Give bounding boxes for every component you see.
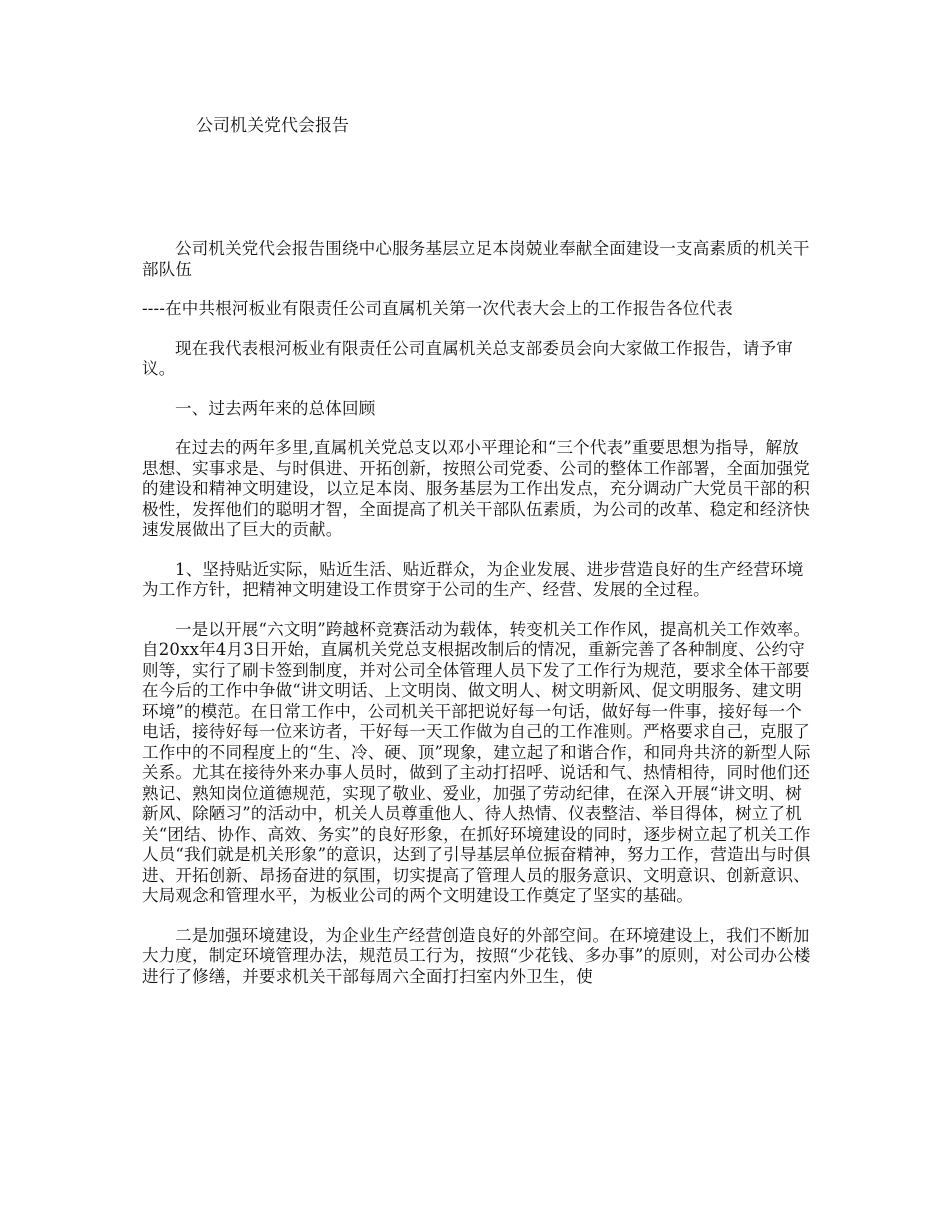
report-subtitle-paragraph: ----在中共根河板业有限责任公司直属机关第一次代表大会上的工作报告各位代表 xyxy=(142,299,733,318)
report-heading-paragraph: 公司机关党代会报告围绕中心服务基层立足本岗兢业奉献全面建设一支高素质的机关干部队伍 xyxy=(142,239,810,279)
document-body xyxy=(142,239,814,1006)
opening-paragraph: 现在我代表根河板业有限责任公司直属机关总支部委员会向大家做工作报告，请予审议。 xyxy=(142,338,793,378)
overview-paragraph: 在过去的两年多里,直属机关党总支以邓小平理论和“三个代表”重要思想为指导，解放思想、实事求是、与时俱进、开拓创新，按照公司党委、公司的整体工作部署，全面加强党的建设和精神文明建设，以立足本岗、服务基层为工作出发点，充分调动广大党员干部的积极性，发挥他们的聪明才智，全面提高了机关干部队伍素质，为公司的改革、稳定和经济快速发展做出了巨大的贡献。 xyxy=(142,438,810,539)
item-two-paragraph: 二是加强环境建设，为企业生产经营创造良好的外部空间。在环境建设上，我们不断加大力度，制定环境管理办法，规范员工行为，按照“少花钱、多办事”的原则，对公司办公楼进行了修缮，并要求机关干部每周六全面打扫室内外卫生，使 xyxy=(142,925,811,986)
document-title: 公司机关党代会报告 xyxy=(196,116,349,136)
section-heading: 一、过去两年来的总体回顾 xyxy=(175,398,376,418)
item-one-paragraph: 一是以开展“六文明”跨越杯竞赛活动为载体，转变机关工作作风，提高机关工作效率。自20xx年4月3日开始，直属机关党总支根据改制后的情况，重新完善了各种制度、公约守则等，实行了刷卡签到制度，并对公司全体管理人员下发了工作行为规范，要求全体干部要在今后的工作中争做“讲文明话、上文明岗、做文明人、树文明新风、促文明服务、建文明环境”的模范。在日常工作中，公司机关干部把说好每一句话，做好每一件事，接好每一个电话，接待好每一位来访者，干好每一天工作做为自己的工作准则。严格要求自己，克服了工作中的不同程度上的“生、冷、硬、顶”现象，建立起了和谐合作，和同舟共济的新型人际关系。尤其在接待外来办事人员时，做到了主动打招呼、说话和气、热情相待，同时他们还熟记、熟知岗位道德规范，实现了敬业、爱业，加强了劳动纪律，在深入开展“讲文明、树新风、除陋习”的活动中，机关人员尊重他人、待人热情、仪表整洁、举目得体，树立了机关“团结、协作、高效、务实”的良好形象，在抓好环境建设的同时，逐步树立起了机关工作人员“我们就是机关形象”的意识，达到了引导基层单位振奋精神，努力工作，营造出与时俱进、开拓创新、昂扬奋进的氛围，切实提高了管理人员的服务意识、文明意识、创新意识、大局观念和管理水平，为板业公司的两个文明建设工作奠定了坚实的基础。 xyxy=(142,619,811,905)
point-one-paragraph: 1、坚持贴近实际，贴近生活、贴近群众，为企业发展、进步营造良好的生产经营环境为工作方针，把精神文明建设工作贯穿于公司的生产、经营、发展的全过程。 xyxy=(142,559,804,599)
